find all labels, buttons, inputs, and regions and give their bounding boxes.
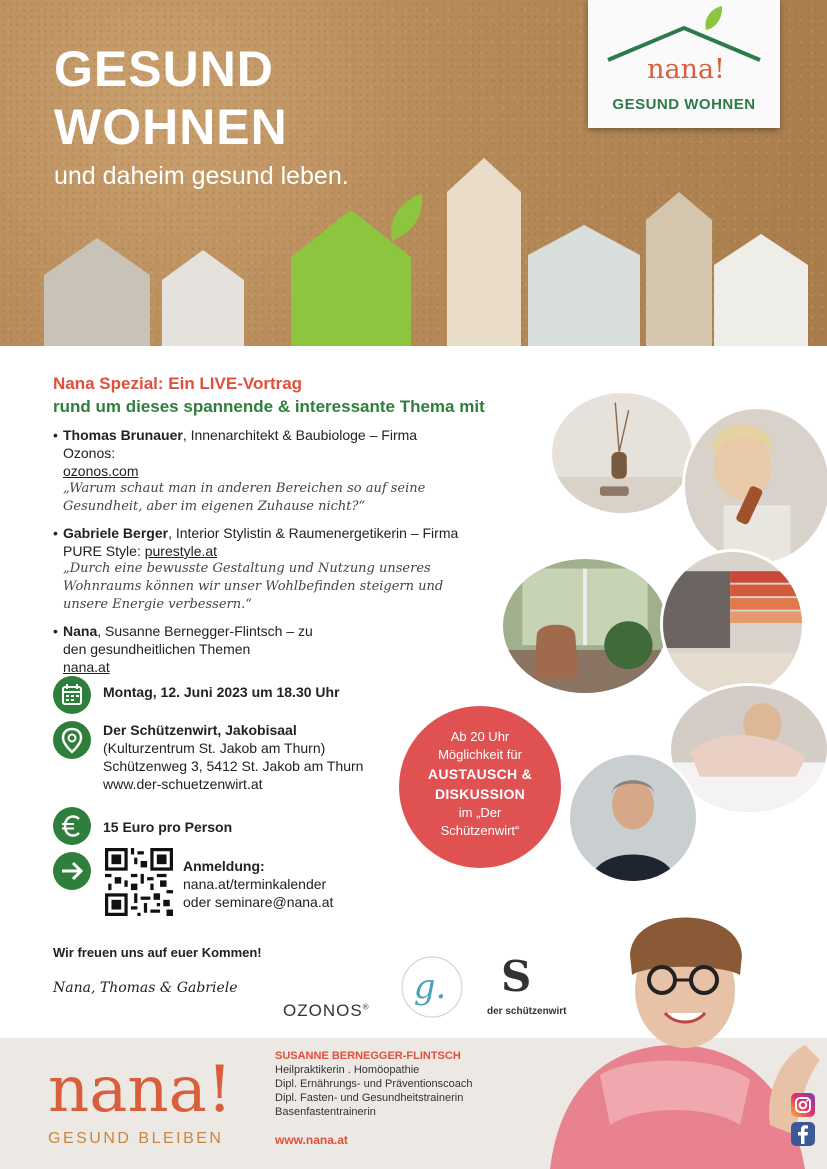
nana-logo-subtitle: GESUND BLEIBEN bbox=[48, 1130, 224, 1147]
photo-vase-interior bbox=[549, 390, 695, 516]
headline-subtitle: und daheim gesund leben. bbox=[54, 162, 349, 190]
intro-line-2: rund um dieses spannende & interessante Thema mit bbox=[53, 397, 485, 416]
photo-thomas-portrait bbox=[567, 752, 699, 884]
footer-contact: SUSANNE BERNEGGER-FLINTSCH Heilpraktikerin . Homöopathie Dipl. Ernährungs- und Präventionscoach Dipl. Fasten- und Gesundheitstrainerin Basenfastentrainerin bbox=[275, 1050, 473, 1118]
speaker-list bbox=[53, 426, 473, 684]
footer-website[interactable]: www.nana.at bbox=[275, 1133, 348, 1147]
terminkalender-link[interactable]: nana.at/terminkalender bbox=[183, 876, 327, 892]
photo-chair-window bbox=[500, 556, 670, 696]
intro-line-1: Nana Spezial: Ein LIVE-Vortrag bbox=[53, 374, 303, 393]
facebook-icon[interactable] bbox=[791, 1122, 815, 1146]
location-pin-icon bbox=[53, 721, 91, 759]
schuetzenwirt-logo: S der schützenwirt bbox=[487, 952, 567, 1017]
email-link[interactable]: oder seminare@nana.at bbox=[183, 894, 334, 910]
qr-code[interactable] bbox=[105, 848, 173, 916]
venue-website[interactable]: www.der-schuetzenwirt.at bbox=[103, 776, 263, 792]
nana-logo: nana! bbox=[48, 1053, 233, 1127]
signature: Nana, Thomas & Gabriele bbox=[53, 980, 238, 996]
nana-portrait bbox=[520, 895, 827, 1169]
nana-gesund-wohnen-badge: nana! GESUND WOHNEN bbox=[588, 0, 780, 128]
nana-link[interactable]: nana.at bbox=[63, 659, 110, 675]
purestyle-link[interactable]: purestyle.at bbox=[144, 543, 218, 559]
speaker-item: • Thomas Brunauer, Innenarchitekt & Baubiologe – Firma Ozonos: ozonos.com „Warum schaut man in anderen Bereichen so auf seine Gesundheit, aber im eigenen Zuhause nicht?“ bbox=[53, 426, 473, 516]
houses-illustration bbox=[0, 150, 827, 346]
speaker-item: • Gabriele Berger, Interior Stylistin & Raumenergetikerin – Firma PURE Style: purestyle.at „Durch eine bewusste Gestaltung und Nutzung unseres Wohnraums können wir unser Wohlbefinden steigern und unsere Energie verbessern.“ bbox=[53, 524, 473, 614]
registration-text: Anmeldung: nana.at/terminkalender oder seminare@nana.at bbox=[183, 858, 334, 910]
headline: GESUND WOHNEN bbox=[54, 41, 288, 155]
calendar-icon bbox=[53, 676, 91, 714]
purestyle-logo bbox=[397, 952, 467, 1022]
euro-icon bbox=[53, 807, 91, 845]
thanks-text: Wir freuen uns auf euer Kommen! bbox=[53, 945, 262, 960]
photo-smudging-woman bbox=[682, 406, 827, 566]
svg-text:g.: g. bbox=[413, 967, 447, 1007]
arrow-right-icon bbox=[53, 852, 91, 890]
ozonos-link[interactable]: ozonos.com bbox=[63, 463, 139, 479]
speaker-item: • Nana, Susanne Bernegger-Flintsch – zu den gesundheitlichen Themen nana.at bbox=[53, 622, 323, 676]
discussion-bubble: Ab 20 Uhr Möglichkeit für AUSTAUSCH & DISKUSSION im „Der Schützenwirt“ bbox=[399, 706, 561, 868]
instagram-icon[interactable] bbox=[791, 1093, 815, 1117]
header-banner bbox=[0, 0, 827, 346]
ozonos-logo: OZONOS® bbox=[283, 1001, 370, 1020]
photo-fabric-samples bbox=[660, 549, 805, 699]
